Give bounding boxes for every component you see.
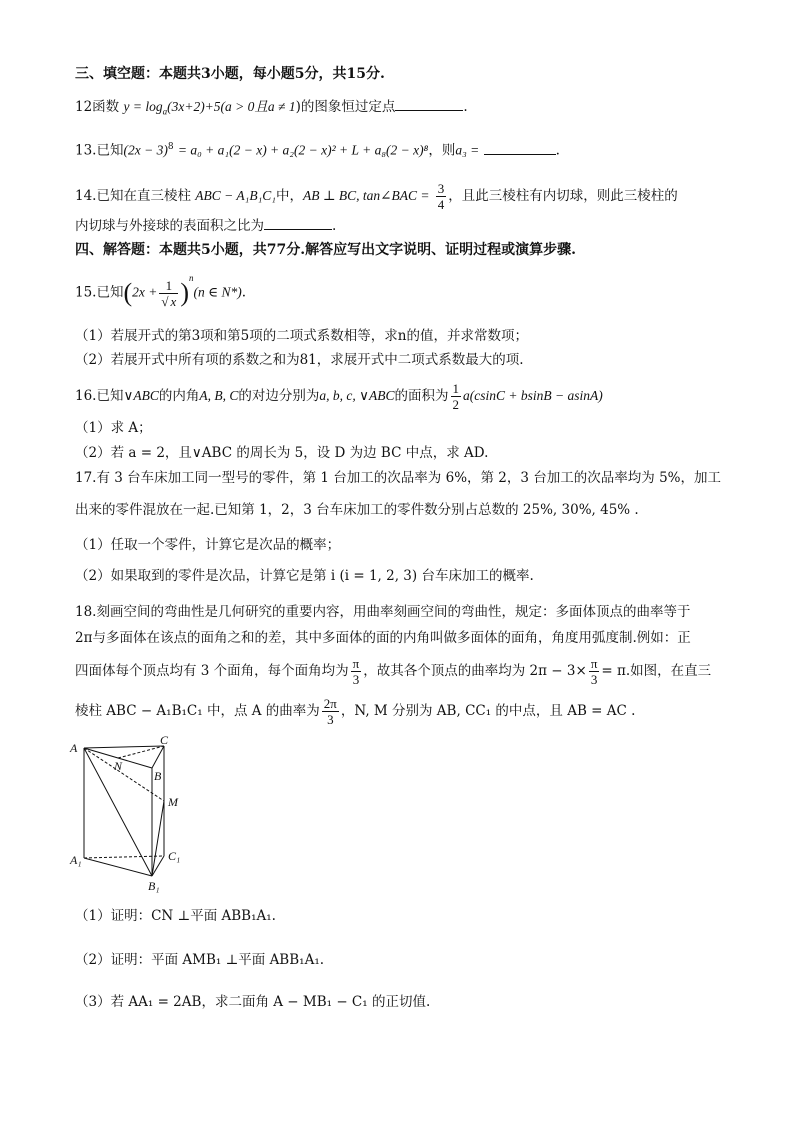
q18-line3a: 四面体每个顶点均有 3 个面角，每个面角均为 [75,663,349,679]
q13-ask: a₃ = [455,142,480,158]
q12-answer-blank[interactable] [395,96,463,111]
prism-figure [64,734,194,894]
q15-part1: （1）若展开式的第3项和第5项的二项式系数相等，求n的值，并求常数项； [75,328,528,344]
q14-prefix: 14.已知在直三棱柱 [75,188,191,204]
q13 [75,137,734,161]
q14-cond: AB ⊥ BC, tan∠BAC = [302,188,430,203]
q16-stem [75,378,734,414]
q15-expr-a: 2x + [132,284,158,300]
q14-mid1: 中， [275,188,303,204]
q16-text2: 的对边分别为 [238,388,320,404]
q18-frac3-den: 3 [327,712,334,727]
q15-exp: n [188,273,194,283]
q12-arg: (3x+2)+5(a > 0且 [167,99,268,114]
q18-line4 [75,692,734,730]
q18-line3c: = π.如图，在直三 [601,663,712,679]
q16-text3: 的面积为 [394,388,449,404]
section3-title: 三、填空题：本题共3小题，每小题5分，共15分. [75,66,385,82]
q18-part3: （3）若 AA₁ = 2AB，求二面角 A − MB₁ − C₁ 的正切值. [75,994,431,1010]
q12-cond: a ≠ 1 [267,99,296,114]
q15-end: . [241,284,247,301]
q12-formula: y = log [123,99,163,114]
q16-fraction [451,381,462,412]
q16-sides: a, b, c, ∨ABC [319,388,395,403]
q16-angles: A, B, C [199,388,239,403]
label-C: C [160,734,169,747]
q18-line3b: ，故其各个顶点的曲率均为 2π − 3× [363,663,587,679]
label-A1: A₁ [70,853,82,867]
q15-frac-num: 1 [159,278,178,294]
q14-frac-den: 4 [437,197,445,212]
q14-tail: ，且此三棱柱有内切球，则此三棱柱的 [448,188,678,204]
q18-line4a: 棱柱 ABC − A₁B₁C₁ 中，点 A 的曲率为 [75,703,320,719]
q16-part1: （1）求 A； [75,420,152,436]
q13-mid: ，则 [428,142,456,159]
q14-end: . [332,218,337,234]
line-CN-hidden [118,746,164,758]
q15-part2: （2）若展开式中所有项的系数之和为81，求展开式中二项式系数最大的项. [75,352,524,368]
label-B: B [154,769,162,783]
label-N: N [114,759,123,773]
q15-stem [75,268,734,308]
section4-title: 四、解答题：本题共5小题，共77分.解答应写出文字说明、证明过程或演算步骤. [75,242,576,258]
q12 [75,96,734,122]
q14-frac-num: 3 [437,181,445,196]
q15-cond: (n ∈ N*) [193,284,242,300]
q13-prefix: 13.已知 [75,142,124,159]
edge-BC [152,746,164,768]
q18-frac1 [351,656,362,687]
q13-end: . [555,142,560,159]
q17-part2: （2）如果取到的零件是次品，计算它是第 i (i = 1, 2, 3) 台车床加工的概率. [75,568,534,584]
q16-frac-den: 2 [452,397,459,412]
line-B1M [152,801,164,876]
q12-base: a [162,106,168,117]
q12-prefix: 12函数 [75,99,120,115]
q16-prefix: 16.已知 [75,388,124,404]
q17-part1: （1）任取一个零件，计算它是次品的概率； [75,537,341,553]
q14-line2-text: 内切球与外接球的表面积之比为 [75,218,264,234]
q18-frac3 [322,696,339,727]
edge-A1B1 [84,858,152,876]
q14-line1 [75,178,734,214]
q15-prefix: 15.已知 [75,284,124,301]
q18-line2: 2π与多面体在该点的面角之和的差，其中多面体的面的内角叫做多面体的面角，角度用弧度制.例如：正 [75,630,691,646]
q15-rparen: ) [180,278,189,307]
q15-frac-den: x [170,293,177,309]
label-C1: C₁ [168,849,181,863]
q16-tri: ∨ABC [123,388,159,403]
q18-part2: （2）证明：平面 AMB₁ ⊥平面 ABB₁A₁. [75,952,325,968]
q18-line4b: ，N, M 分别为 AB, CC₁ 的中点，且 AB = AC . [340,703,636,719]
q17-line1: 17.有 3 台车床加工同一型号的零件，第 1 台加工的次品率为 6%，第 2，3 台加工的次品率均为 5%，加工 [75,470,721,486]
q18-frac2 [589,656,600,687]
q13-exp: 8 [167,142,174,152]
q18-frac1-num: π [352,656,360,671]
q18-part1: （1）证明：CN ⊥平面 ABB₁A₁. [75,908,276,924]
q16-part2: （2）若 a = 2，且∨ABC 的周长为 5，设 D 为边 BC 中点，求 AD. [75,445,489,461]
q18-frac2-num: π [590,656,598,671]
label-B1: B₁ [148,879,160,893]
q12-tail: )的图象恒过定点 [295,99,396,115]
q16-area: a(csinC + bsinB − asinA) [463,388,603,403]
q14-line2 [75,215,734,236]
label-M: M [168,795,178,809]
q13-answer-blank[interactable] [484,140,556,155]
q13-rhs: = a₀ + a₁(2 − x) + a₂(2 − x)² + L + a₈(2 − x)⁸ [177,142,429,158]
q18-frac1-den: 3 [352,672,360,687]
q18-line3 [75,652,734,690]
q12-end: . [463,99,468,115]
q18-frac3-num: 2π [323,696,337,711]
q13-formula: (2x − 3) [123,142,168,158]
q16-text1: 的内角 [158,388,200,404]
q16-frac-num: 1 [452,381,459,396]
q14-fraction [436,181,447,212]
q18-line1: 18.刻画空间的弯曲性是几何研究的重要内容，用曲率刻画空间的弯曲性，规定：多面体顶点的曲率等于 [75,604,691,620]
q15-frac-den-wrap: √ x [161,293,177,309]
label-A: A [70,741,78,755]
q15-fraction [159,278,178,309]
q17-line2: 出来的零件混放在一起.已知第 1，2，3 台车床加工的零件数分别占总数的 25%, 30%, 45% . [75,502,639,518]
q18-frac2-den: 3 [590,672,598,687]
q14-answer-blank[interactable] [264,215,332,230]
q14-prism: ABC − A₁B₁C₁ [195,188,276,203]
q15-lparen: ( [123,278,133,307]
edge-AC [84,746,164,748]
